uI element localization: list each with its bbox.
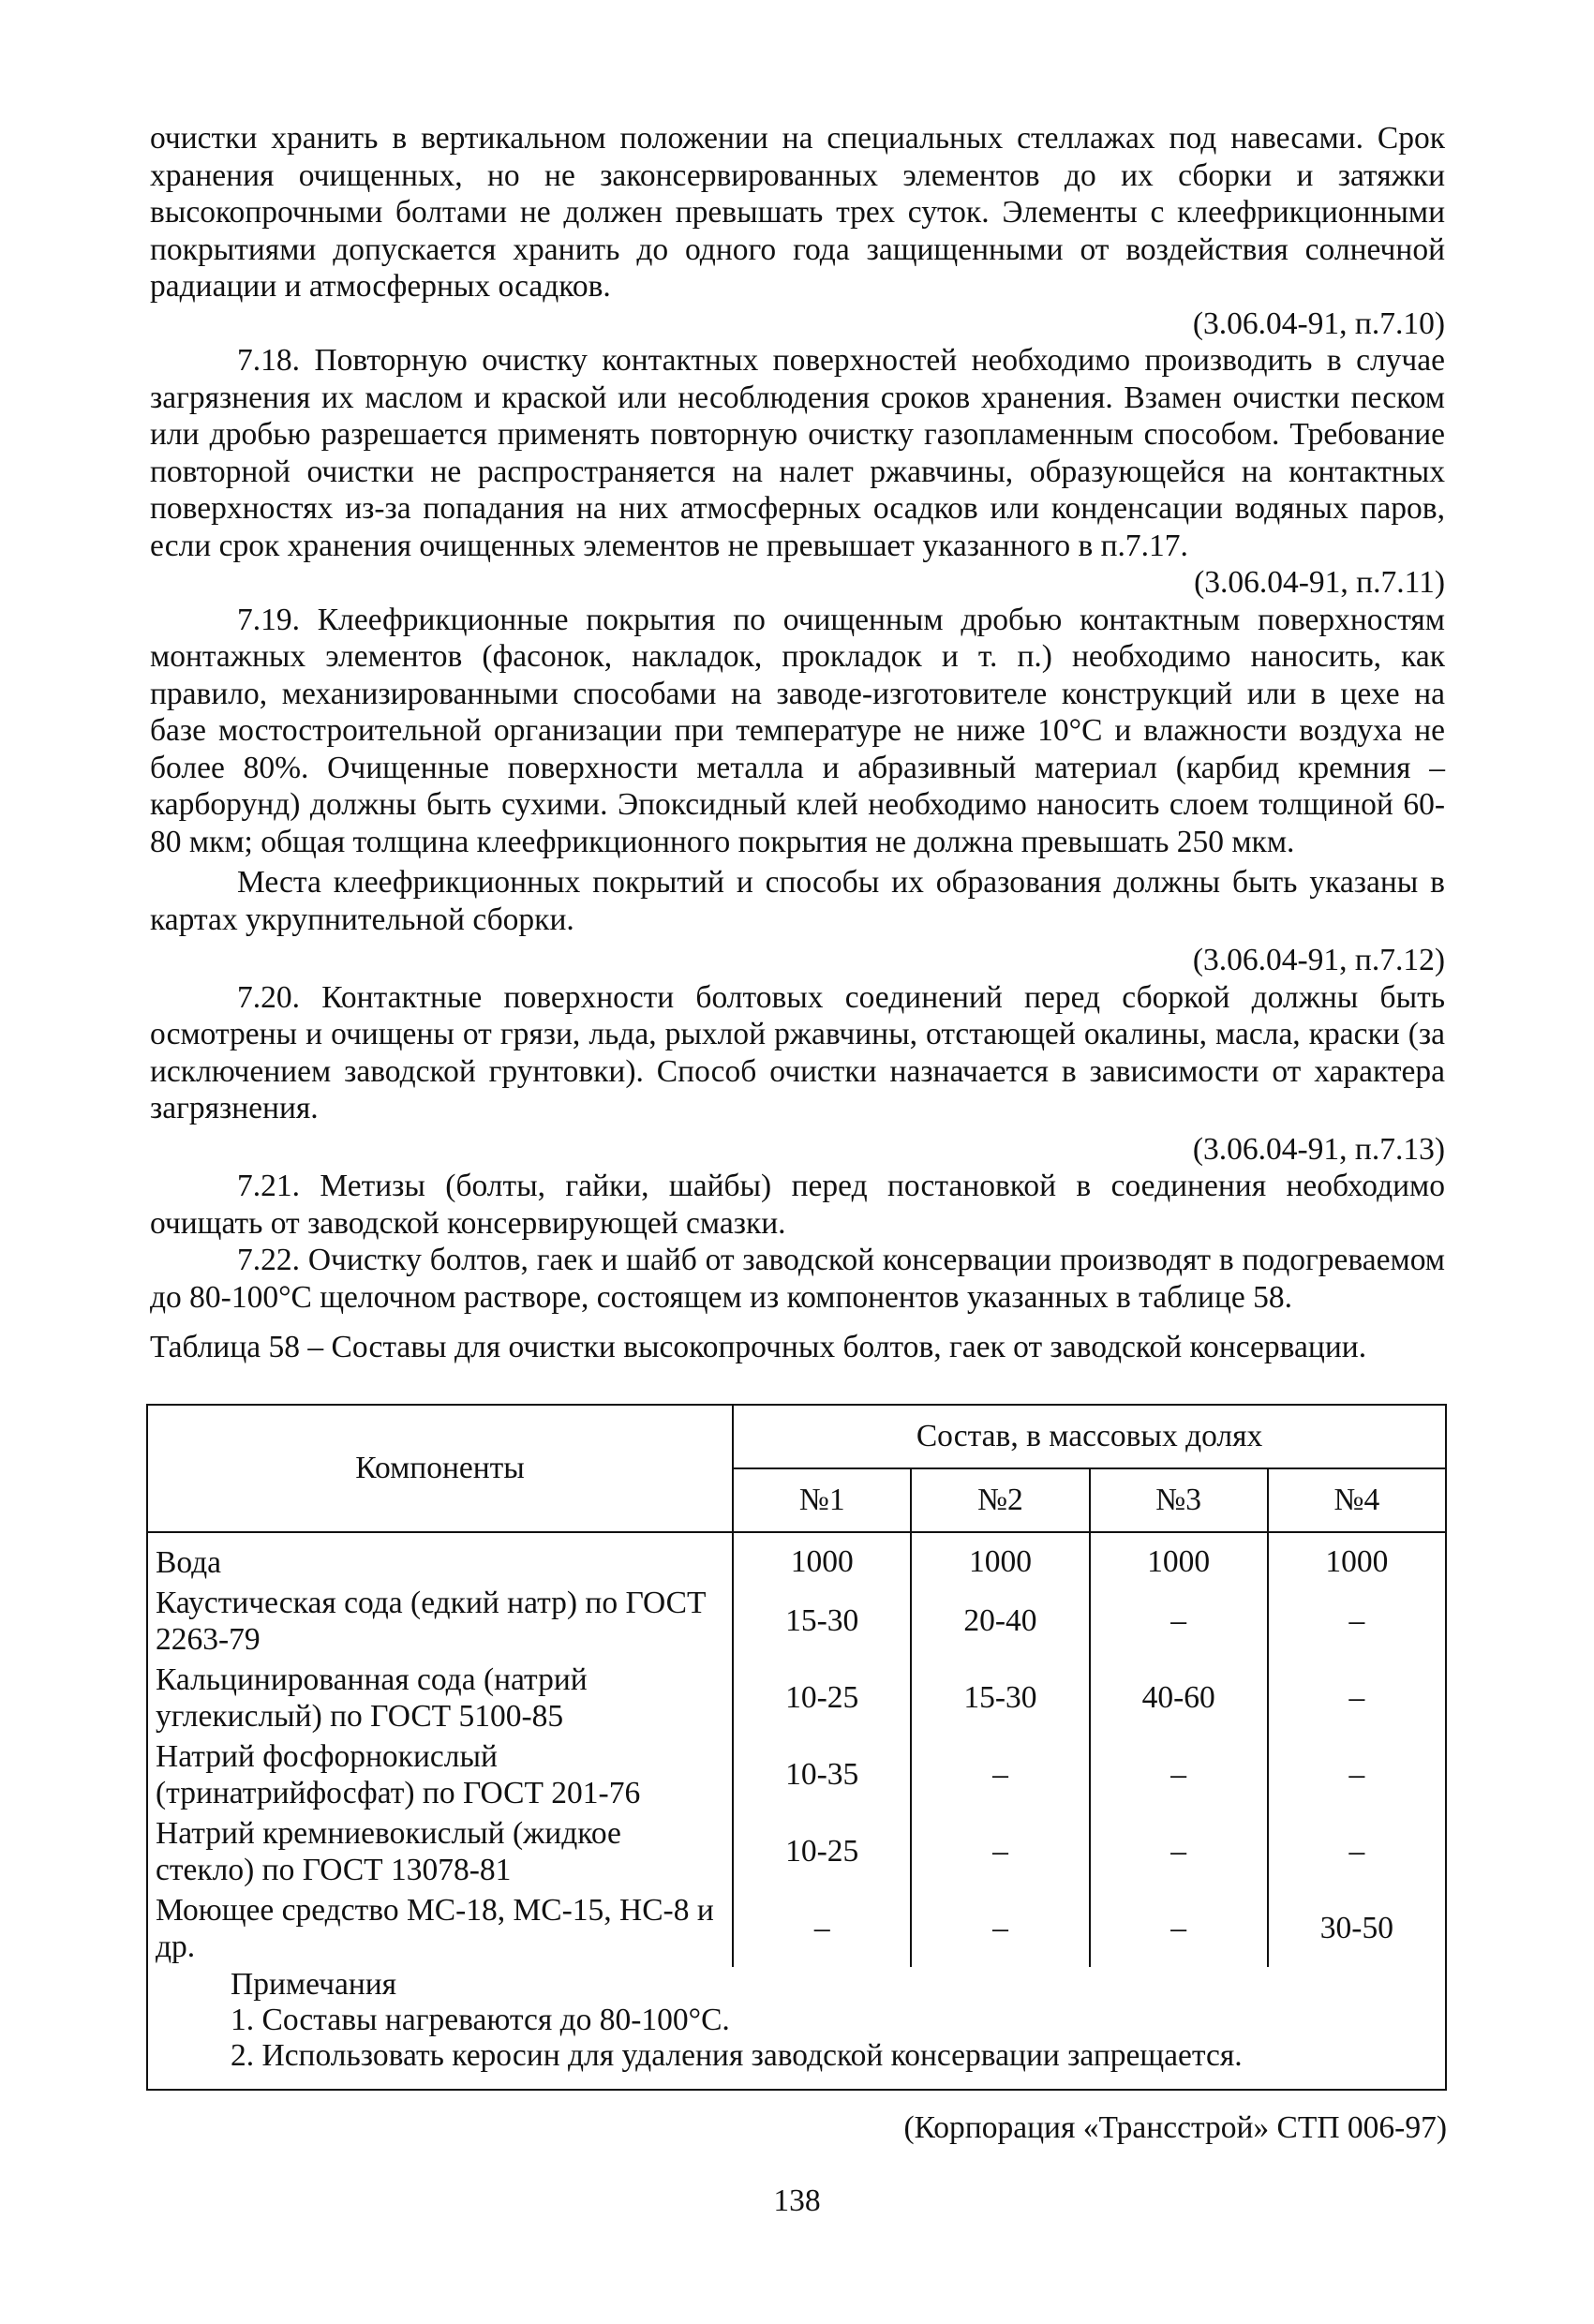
value-cell: – [911, 1890, 1089, 1967]
page-number: 138 [773, 2183, 821, 2218]
value-cell: 10-35 [733, 1736, 911, 1813]
table-row [147, 1813, 1446, 1890]
table-caption: Таблица 58 – Составы для очистки высокопрочных болтов, гаек от заводской консервации. [150, 1330, 1367, 1364]
value-cell: – [1268, 1813, 1446, 1890]
paragraph-7-19: 7.19. Клеефрикционные покрытия по очищенным дробью контактным поверхностям монтажных элементов (фасонок, накладок, прокладок и т. п.) необходимо наносить, как правило, механизированными способами на заводе-изготовителе конструкций или в цехе на базе мостостроительной организации при температуре не ниже 10°С и влажности воздуха не более 80%. Очищенные поверхности металла и абразивный материал (карбид кремния – карборунд) должны быть сухими. Эпоксидный клей необходимо наносить слоем толщиной 60-80 мкм; общая толщина клеефрикционного покрытия не должна превышать 250 мкм. [150, 602, 1445, 859]
paragraph-7-21: 7.21. Метизы (болты, гайки, шайбы) перед постановкой в соединения необходимо очищать от заводской консервирующей смазки. [150, 1169, 1445, 1241]
component-name: Натрий фосфорнокислый (тринатрийфосфат) по ГОСТ 201-76 [147, 1736, 733, 1813]
component-name: Вода [147, 1532, 733, 1583]
header-components: Компоненты [147, 1405, 733, 1532]
reference: (3.06.04-91, п.7.13) [1192, 1131, 1445, 1167]
value-cell: 30-50 [1268, 1890, 1446, 1967]
reference: (3.06.04-91, п.7.10) [1192, 305, 1445, 341]
value-cell: – [1090, 1813, 1268, 1890]
component-name: Моющее средство МС-18, МС-15, НС-8 и др. [147, 1890, 733, 1967]
notes-title: Примечания [231, 1967, 397, 2002]
component-name: Кальцинированная сода (натрий углекислый) по ГОСТ 5100-85 [147, 1660, 733, 1736]
header-composition: Состав, в массовых долях [733, 1405, 1446, 1468]
value-cell: – [733, 1890, 911, 1967]
value-cell: 20-40 [911, 1583, 1089, 1660]
paragraph: очистки хранить в вертикальном положении на специальных стеллажах под навесами. Срок хранения очищенных, но не законсервированных элементов до их сборки и затяжки высокопрочными болтами не должен превышать трех суток. Элементы с клеефрикционными покрытиями допускается хранить до одного года защищенными от воздействия солнечной радиации и атмосферных осадков. [150, 121, 1445, 304]
table-row [147, 1736, 1446, 1813]
value-cell: – [911, 1736, 1089, 1813]
value-cell: – [1268, 1583, 1446, 1660]
paragraph-7-20: 7.20. Контактные поверхности болтовых соединений перед сборкой должны быть осмотрены и очищены от грязи, льда, рыхлой ржавчины, отстающей окалины, масла, краски (за исключением заводской грунтовки). Способ очистки назначается в зависимости от характера загрязнения. [150, 979, 1445, 1125]
value-cell: – [1090, 1890, 1268, 1967]
value-cell: – [1090, 1583, 1268, 1660]
note-item: 2. Использовать керосин для удаления заводской консервации запрещается. [231, 2038, 1243, 2073]
paragraph-7-22: 7.22. Очистку болтов, гаек и шайб от заводской консервации производят в подогреваемом до 80-100°С щелочном растворе, состоящем из компонентов указанных в таблице 58. [150, 1243, 1445, 1315]
table-row [147, 1583, 1446, 1660]
value-cell: 40-60 [1090, 1660, 1268, 1736]
value-cell: 1000 [1090, 1532, 1268, 1583]
value-cell: 15-30 [733, 1583, 911, 1660]
table-notes [147, 1967, 1446, 2090]
value-cell: 1000 [911, 1532, 1089, 1583]
table-notes-row [147, 1967, 1446, 2090]
header-col-3: №3 [1090, 1468, 1268, 1532]
value-cell: – [1268, 1660, 1446, 1736]
component-name: Натрий кремниевокислый (жидкое стекло) по ГОСТ 13078-81 [147, 1813, 733, 1890]
paragraph-7-18: 7.18. Повторную очистку контактных поверхностей необходимо производить в случае загрязнения их маслом и краской или несоблюдения сроков хранения. Взамен очистки песком или дробью разрешается применять повторную очистку газопламенным способом. Требование повторной очистки не распространяется на налет ржавчины, образующейся на контактных поверхностях из-за попадания на них атмосферных осадков или конденсации водяных паров, если срок хранения очищенных элементов не превышает указанного в п.7.17. [150, 343, 1445, 563]
source-reference: (Корпорация «Трансстрой» СТП 006-97) [903, 2110, 1447, 2145]
table-row [147, 1890, 1446, 1967]
value-cell: 1000 [1268, 1532, 1446, 1583]
header-col-2: №2 [911, 1468, 1089, 1532]
value-cell: – [911, 1813, 1089, 1890]
header-col-1: №1 [733, 1468, 911, 1532]
document-body [150, 120, 1445, 1366]
paragraph: Места клеефрикционных покрытий и способы их образования должны быть указаны в картах укрупнительной сборки. [150, 865, 1445, 937]
composition-table [146, 1404, 1447, 2091]
value-cell: 1000 [733, 1532, 911, 1583]
note-item: 1. Составы нагреваются до 80-100°С. [231, 2003, 730, 2037]
table-row [147, 1660, 1446, 1736]
component-name: Каустическая сода (едкий натр) по ГОСТ 2263-79 [147, 1583, 733, 1660]
reference: (3.06.04-91, п.7.12) [1192, 943, 1445, 977]
value-cell: 15-30 [911, 1660, 1089, 1736]
value-cell: – [1268, 1736, 1446, 1813]
value-cell: 10-25 [733, 1660, 911, 1736]
value-cell: 10-25 [733, 1813, 911, 1890]
value-cell: – [1090, 1736, 1268, 1813]
table-row [147, 1532, 1446, 1583]
header-col-4: №4 [1268, 1468, 1446, 1532]
reference: (3.06.04-91, п.7.11) [1194, 565, 1445, 600]
